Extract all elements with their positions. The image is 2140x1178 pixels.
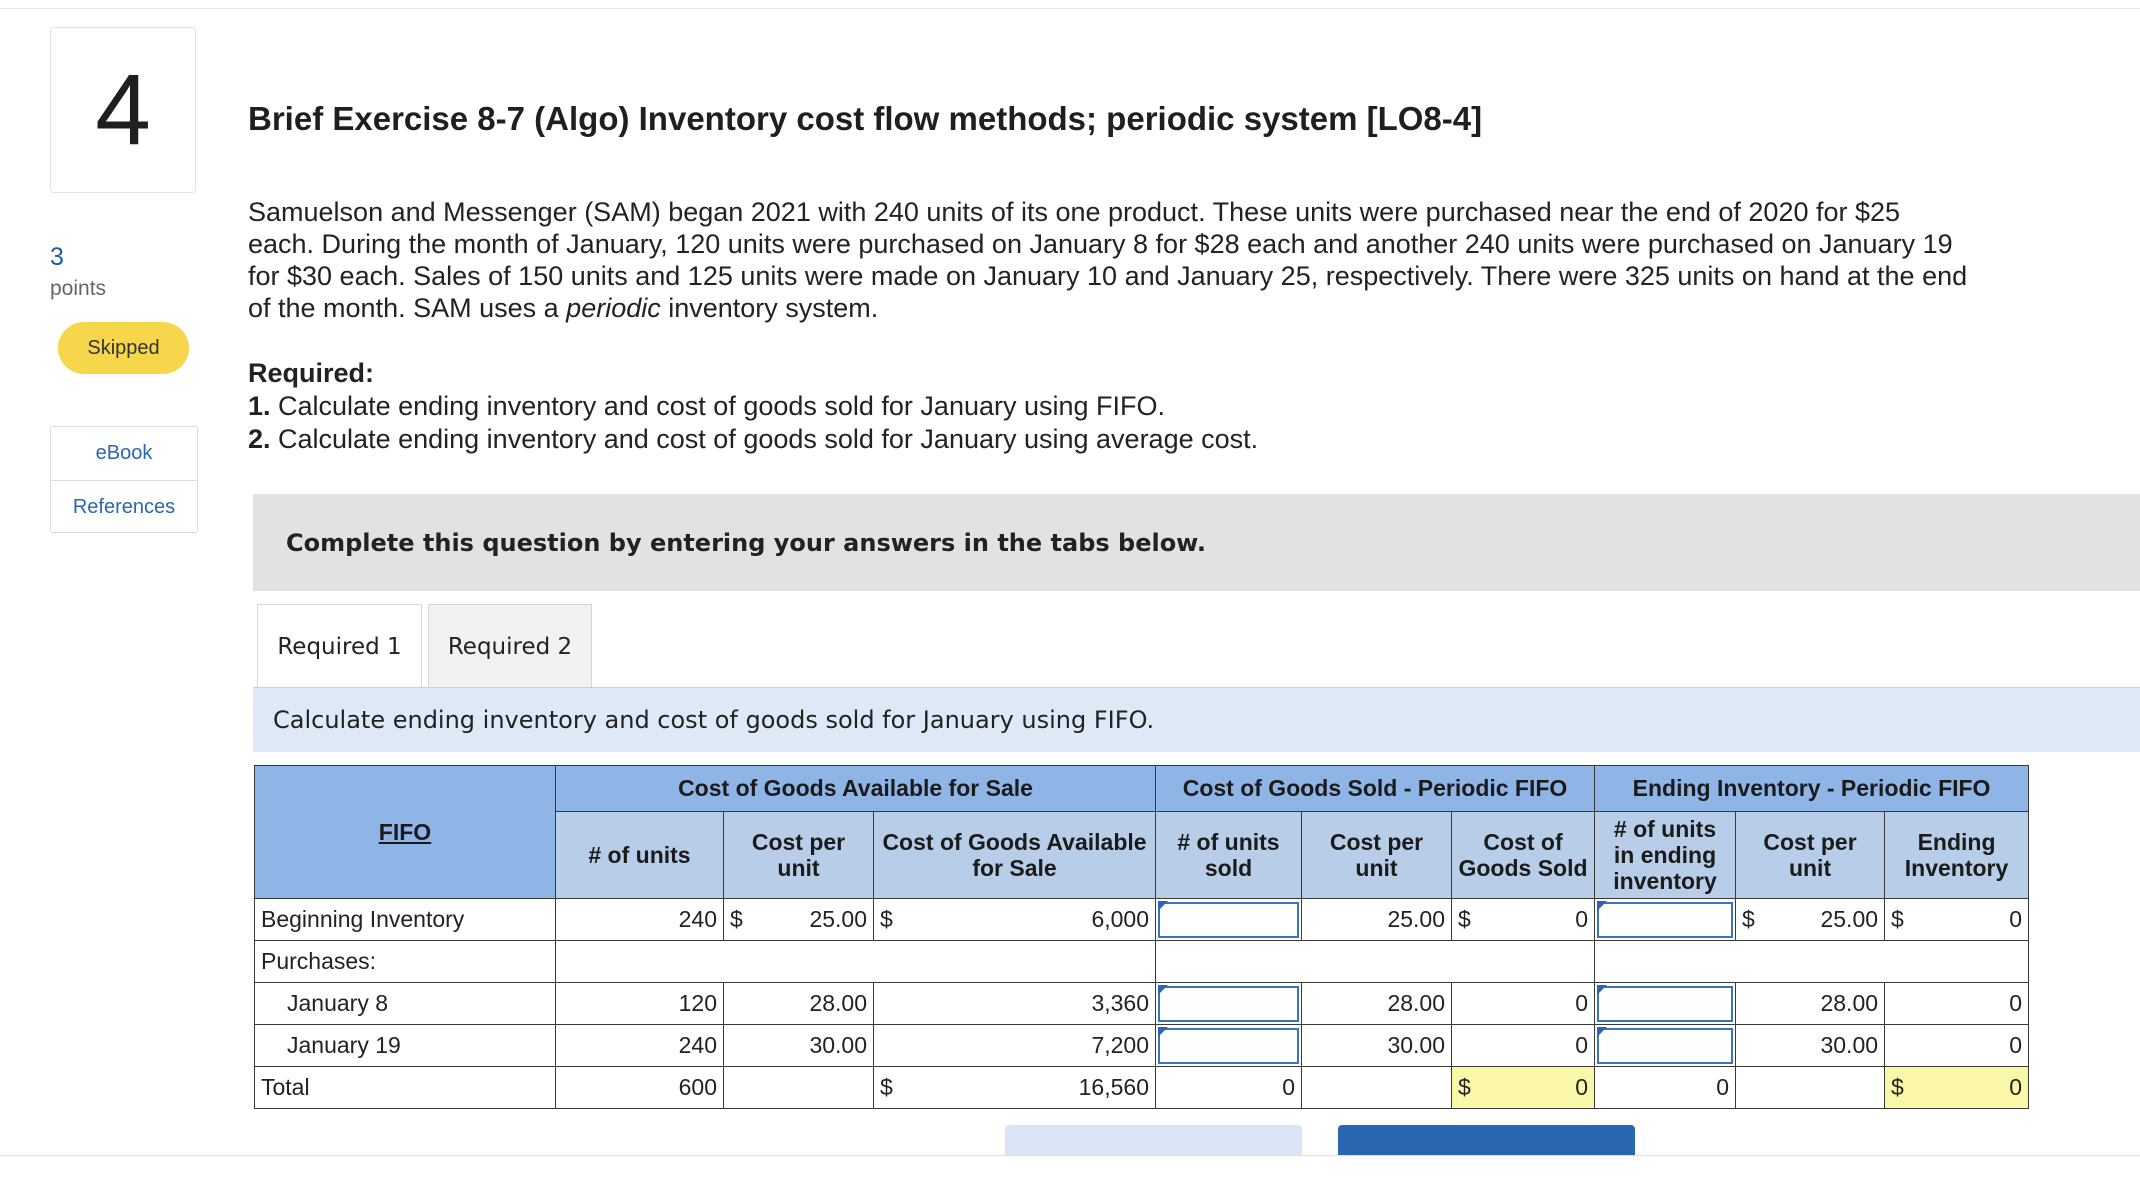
units-cell: 240: [556, 899, 724, 941]
fifo-header: FIFO: [255, 766, 556, 899]
col-header-cs-cost: Cost per unit: [1302, 812, 1452, 899]
row-label: Total: [255, 1067, 556, 1109]
ei-cell: 0: [1885, 983, 2029, 1025]
required-text-2: Calculate ending inventory and cost of goods sold for January using average cost.: [270, 424, 1259, 454]
tab-required-1[interactable]: Required 1: [257, 604, 422, 689]
instruction-bar: Complete this question by entering your answers in the tabs below.: [253, 494, 2140, 591]
currency-sign: $: [1458, 906, 1471, 932]
currency-sign: $: [730, 906, 743, 932]
units-cell: 120: [556, 983, 724, 1025]
references-link[interactable]: References: [51, 480, 197, 533]
problem-statement: [248, 196, 1968, 324]
ei-value: 0: [2009, 1074, 2023, 1100]
exercise-title: Brief Exercise 8-7 (Algo) Inventory cost flow methods; periodic system [LO8-4]: [248, 100, 1483, 137]
col-header-ei-cost: Cost per unit: [1736, 812, 1885, 899]
resources-panel: [50, 426, 198, 533]
cost-cell: [724, 899, 874, 941]
units-sold-input[interactable]: [1158, 986, 1299, 1022]
ei-total-cell: [1885, 1067, 2029, 1109]
row-label: Beginning Inventory: [255, 899, 556, 941]
question-number: 4: [50, 27, 196, 193]
points-label: points: [50, 277, 107, 300]
next-tab-button[interactable]: [1338, 1125, 1635, 1155]
cogs-total-cell: [1452, 1067, 1595, 1109]
table-row-total: [255, 1067, 2029, 1109]
required-num-2: 2.: [248, 424, 271, 454]
currency-sign: $: [1891, 1074, 1904, 1100]
col-header-ei-units: # of units in ending inventory: [1595, 812, 1736, 899]
empty-cell: [1156, 941, 1595, 983]
required-text-1: Calculate ending inventory and cost of goods sold for January using FIFO.: [270, 391, 1166, 421]
col-header-ei: Ending Inventory: [1885, 812, 2029, 899]
tab-required-2[interactable]: Required 2: [428, 604, 592, 688]
ei-cell: [1885, 899, 2029, 941]
required-num-1: 1.: [248, 391, 271, 421]
col-header-units: # of units: [556, 812, 724, 899]
problem-text-2: inventory system.: [660, 293, 879, 323]
currency-sign: $: [1742, 906, 1755, 932]
group-header-cogs: Cost of Goods Sold - Periodic FIFO: [1156, 766, 1595, 812]
col-header-cogs: Cost of Goods Sold: [1452, 812, 1595, 899]
ei-units-total: 0: [1595, 1067, 1736, 1109]
empty-cell: [1595, 941, 2029, 983]
required-heading: Required:: [248, 358, 375, 388]
table-row-purchases: [255, 941, 2029, 983]
col-header-cogas: Cost of Goods Available for Sale: [874, 812, 1156, 899]
group-header-ei: Ending Inventory - Periodic FIFO: [1595, 766, 2029, 812]
units-sold-input[interactable]: [1158, 1028, 1299, 1064]
table-row-beginning: [255, 899, 2029, 941]
ei-cost-cell: 30.00: [1736, 1025, 1885, 1067]
required-item-1: [248, 390, 1258, 423]
ei-units-input[interactable]: [1597, 1028, 1733, 1064]
cogas-cell: [874, 1067, 1156, 1109]
cogas-cell: [874, 899, 1156, 941]
cogs-cell: 0: [1452, 983, 1595, 1025]
ebook-link[interactable]: eBook: [95, 442, 153, 464]
cogs-value: 0: [1575, 906, 1589, 932]
ei-value: 0: [2009, 906, 2023, 932]
cost-cell: 28.00: [724, 983, 874, 1025]
ei-units-input-cell: [1595, 983, 1736, 1025]
fifo-table: [254, 765, 2029, 1109]
status-badge: Skipped: [58, 322, 189, 374]
units-sold-input-cell: [1156, 899, 1302, 941]
row-label: January 19: [255, 1025, 556, 1067]
ei-cell: 0: [1885, 1025, 2029, 1067]
bottom-divider: [0, 1155, 2140, 1156]
units-cell: 240: [556, 1025, 724, 1067]
ei-units-input-cell: [1595, 899, 1736, 941]
ei-cost-cell: [1736, 899, 1885, 941]
points-value: 3: [50, 243, 64, 271]
cogas-value: 6,000: [1091, 906, 1149, 932]
ei-cost-value: 25.00: [1820, 906, 1879, 932]
currency-sign: $: [1891, 906, 1904, 932]
cs-cost-cell: 30.00: [1302, 1025, 1452, 1067]
table-row-jan8: [255, 983, 2029, 1025]
prev-tab-button[interactable]: [1005, 1125, 1302, 1155]
cs-cost-cell: 25.00: [1302, 899, 1452, 941]
ei-units-input[interactable]: [1597, 902, 1733, 938]
currency-sign: $: [1458, 1074, 1471, 1100]
cogas-cell: 7,200: [874, 1025, 1156, 1067]
units-cell: 600: [556, 1067, 724, 1109]
empty-cell: [1302, 1067, 1452, 1109]
units-sold-total: 0: [1156, 1067, 1302, 1109]
units-sold-input-cell: [1156, 983, 1302, 1025]
currency-sign: $: [880, 906, 893, 932]
row-label: Purchases:: [255, 941, 556, 983]
required-item-2: [248, 423, 1258, 456]
tab-subheading: Calculate ending inventory and cost of goods sold for January using FIFO.: [253, 688, 2140, 752]
cogas-cell: 3,360: [874, 983, 1156, 1025]
required-section: [248, 357, 1258, 456]
problem-text-1: Samuelson and Messenger (SAM) began 2021 with 240 units of its one product. These units were purchased near the end of 2020 for $25 each. During the month of January, 120 units were purchased on January 8 for $28 each and another 240 units were purchased on January 19 for $30 each. Sales of 150 units and 125 units were made on January 10 and January 25, respectively. There were 325 units on hand at the end of the month. SAM uses a: [248, 197, 1968, 323]
empty-cell: [724, 1067, 874, 1109]
cost-value: 25.00: [809, 906, 867, 932]
cogs-value: 0: [1575, 1074, 1589, 1100]
cogs-cell: [1452, 899, 1595, 941]
units-sold-input[interactable]: [1158, 902, 1299, 938]
col-header-cost: Cost per unit: [724, 812, 874, 899]
table-row-jan19: [255, 1025, 2029, 1067]
col-header-units-sold: # of units sold: [1156, 812, 1302, 899]
top-divider: [0, 8, 2140, 9]
units-sold-input-cell: [1156, 1025, 1302, 1067]
cogs-cell: 0: [1452, 1025, 1595, 1067]
ei-units-input[interactable]: [1597, 986, 1733, 1022]
ei-cost-cell: 28.00: [1736, 983, 1885, 1025]
ei-units-input-cell: [1595, 1025, 1736, 1067]
group-header-cogas: Cost of Goods Available for Sale: [556, 766, 1156, 812]
cs-cost-cell: 28.00: [1302, 983, 1452, 1025]
cogas-value: 16,560: [1078, 1074, 1149, 1100]
row-label: January 8: [255, 983, 556, 1025]
empty-cell: [1736, 1067, 1885, 1109]
currency-sign: $: [880, 1074, 893, 1100]
problem-emphasis: periodic: [566, 293, 661, 323]
cost-cell: 30.00: [724, 1025, 874, 1067]
empty-cell: [556, 941, 1156, 983]
